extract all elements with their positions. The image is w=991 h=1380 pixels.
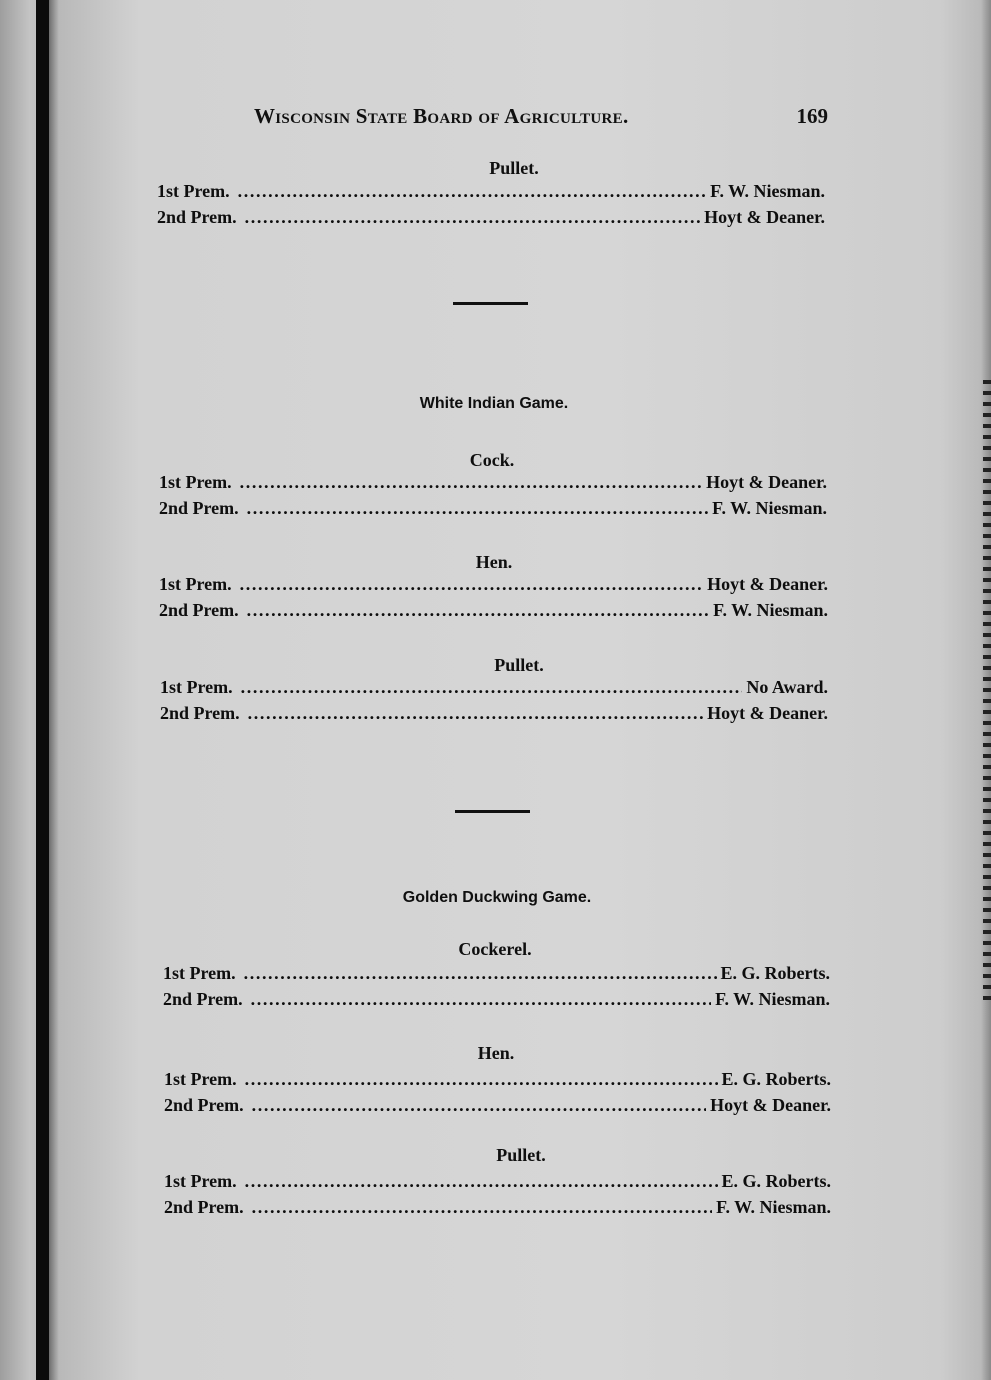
winner-name: Hoyt & Deaner. — [706, 472, 827, 492]
dot-leader — [240, 472, 703, 493]
award-row — [160, 703, 828, 727]
winner-name: No Award. — [746, 677, 828, 697]
dot-leader — [247, 600, 709, 621]
book-gutter — [36, 0, 49, 1380]
dot-leader — [248, 703, 704, 724]
dot-leader — [245, 1069, 718, 1090]
dot-leader — [245, 1171, 718, 1192]
premium-label: 1st Prem. — [159, 472, 232, 492]
winner-name: Hoyt & Deaner. — [707, 703, 828, 723]
dot-leader — [251, 989, 711, 1010]
page-number: 169 — [796, 104, 828, 128]
winner-name: F. W. Niesman. — [715, 989, 830, 1009]
premium-label: 1st Prem. — [164, 1171, 237, 1191]
award-row — [159, 472, 827, 496]
section-divider — [455, 810, 530, 813]
winner-name: F. W. Niesman. — [712, 498, 827, 518]
subsection-title-hen: Hen. — [477, 1043, 515, 1063]
subsection-title-pullet: Pullet. — [494, 655, 544, 675]
running-header — [254, 104, 828, 138]
section-title-golden-duckwing-game: Golden Duckwing Game. — [402, 889, 592, 906]
premium-label: 1st Prem. — [163, 963, 236, 983]
page-edge-marks — [983, 380, 991, 1000]
subsection-title-hen: Hen. — [475, 552, 513, 572]
award-row — [163, 989, 830, 1013]
winner-name: F. W. Niesman. — [716, 1197, 831, 1217]
premium-label: 2nd Prem. — [164, 1197, 244, 1217]
premium-label: 1st Prem. — [164, 1069, 237, 1089]
winner-name: Hoyt & Deaner. — [707, 574, 828, 594]
subsection-title-cockerel: Cockerel. — [458, 939, 532, 959]
winner-name: E. G. Roberts. — [720, 963, 830, 983]
dot-leader — [238, 181, 706, 202]
winner-name: E. G. Roberts. — [721, 1171, 831, 1191]
section-title-white-indian-game: White Indian Game. — [419, 395, 569, 412]
section-divider — [453, 302, 528, 305]
award-row — [163, 963, 830, 987]
premium-label: 2nd Prem. — [164, 1095, 244, 1115]
dot-leader — [240, 574, 704, 595]
premium-label: 1st Prem. — [157, 181, 230, 201]
premium-label: 2nd Prem. — [163, 989, 243, 1009]
premium-label: 2nd Prem. — [159, 600, 239, 620]
winner-name: F. W. Niesman. — [710, 181, 825, 201]
award-row — [157, 207, 825, 231]
winner-name: Hoyt & Deaner. — [704, 207, 825, 227]
winner-name: E. G. Roberts. — [721, 1069, 831, 1089]
award-row — [164, 1171, 831, 1195]
premium-label: 1st Prem. — [159, 574, 232, 594]
subsection-title-pullet: Pullet. — [489, 158, 539, 178]
winner-name: Hoyt & Deaner. — [710, 1095, 831, 1115]
winner-name: F. W. Niesman. — [713, 600, 828, 620]
award-row — [159, 600, 828, 624]
award-row — [164, 1095, 831, 1119]
subsection-title-cock: Cock. — [469, 450, 515, 470]
dot-leader — [244, 963, 717, 984]
header-title: Wisconsin State Board of Agriculture. — [254, 104, 629, 128]
premium-label: 2nd Prem. — [157, 207, 237, 227]
premium-label: 2nd Prem. — [159, 498, 239, 518]
gutter-shadow — [49, 0, 59, 1380]
award-row — [160, 677, 828, 701]
premium-label: 1st Prem. — [160, 677, 233, 697]
dot-leader — [245, 207, 701, 228]
award-row — [164, 1197, 831, 1221]
subsection-title-pullet: Pullet. — [496, 1145, 546, 1165]
dot-leader — [247, 498, 708, 519]
award-row — [164, 1069, 831, 1093]
dot-leader — [252, 1197, 712, 1218]
award-row — [159, 574, 828, 598]
award-row — [159, 498, 827, 522]
dot-leader — [241, 677, 743, 698]
premium-label: 2nd Prem. — [160, 703, 240, 723]
award-row — [157, 181, 825, 205]
dot-leader — [252, 1095, 707, 1116]
